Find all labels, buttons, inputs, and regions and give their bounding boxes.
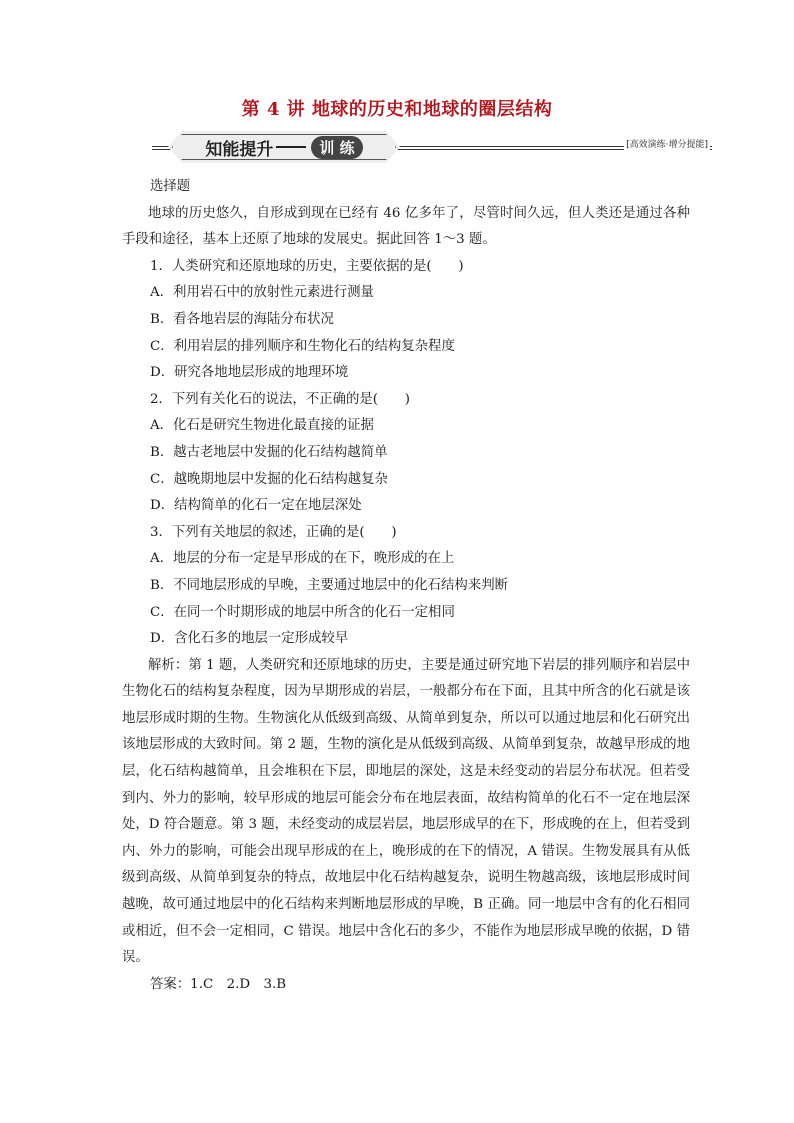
option-c: C．在同一个时期形成的地层中所含的化石一定相同 (150, 604, 455, 620)
intro-paragraph: 地球的历史悠久，自形成到现在已经有 46 亿多年了，尽管时间久远，但人类还是通过各种手段和途径，基本上还原了地球的发展史。据此回答 1～3 题。 (122, 205, 690, 248)
question-2 (122, 387, 690, 520)
option-c: C．利用岩层的排列顺序和生物化石的结构复杂程度 (150, 338, 455, 354)
banner-tagline: [高效演练·增分提能] (624, 137, 710, 150)
question-1 (122, 254, 690, 387)
question-stem: 1．人类研究和还原地球的历史，主要依据的是( ) (150, 258, 464, 274)
question-stem: 2．下列有关化石的说法，不正确的是( ) (150, 391, 410, 407)
option-b: B．越古老地层中发掘的化石结构越简单 (150, 444, 388, 460)
document-body (122, 174, 690, 998)
question-stem: 3．下列有关地层的叙述，正确的是( ) (150, 524, 397, 540)
banner-main-label: 知能提升 (205, 139, 274, 160)
option-b: B．看各地岩层的海陆分布状况 (150, 311, 334, 327)
section-banner-text (176, 134, 392, 160)
option-d: D．研究各地地层形成的地理环境 (150, 365, 349, 381)
analysis-paragraph: 解析：第 1 题，人类研究和还原地球的历史，主要是通过研究地下岩层的排列顺序和岩层中生物化石的结构复杂程度，因为早期形成的岩层，一般都分布在下面，且其中所含的化石就是该地层形成时期的生物。生物演化从低级到高级、从简单到复杂，所以可以通过地层和化石研究出该地层形成的大致时间。第 2 题，生物的演化是从低级到高级、从简单到复杂，故越早形成的地层，化石结构越简单，且会堆积在下层，即地层的深处，这是未经变动的岩层分布状况。但若受到内、外力的影响，较早形成的地层可能会分布在地层表面，故结构简单的化石不一定在地层深处，D 符合题意。第 3 题，未经变动的成层岩层，地层形成早的在下，形成晚的在上，但若受到内、外力的影响，可能会出现早形成的在上，晚形成的在下的情况，A 错误。生物发展具有从低级到高级、从简单到复杂的特点，故地层中化石结构越复杂，说明生物越高级，该地层形成时间越晚，故可通过地层中的化石结构来判断地层形成的早晚，B 正确。同一地层中含有的化石相同或相近，但不会一定相同，C 错误。地层中含化石的多少，不能作为地层形成早晚的依据，D 错误。 (122, 657, 690, 966)
question-3 (122, 520, 690, 653)
option-d: D．含化石多的地层一定形成较早 (150, 631, 349, 647)
option-a: A．利用岩石中的放射性元素进行测量 (150, 285, 374, 301)
banner-dash (276, 146, 306, 148)
banner-badge: 训 练 (311, 136, 362, 159)
option-a: A．地层的分布一定是早形成的在下，晚形成的在上 (150, 551, 455, 567)
option-b: B．不同地层形成的早晚，主要通过地层中的化石结构来判断 (150, 577, 508, 593)
option-a: A．化石是研究生物进化最直接的证据 (150, 418, 374, 434)
option-d: D．结构简单的化石一定在地层深处 (150, 498, 362, 514)
option-c: C．越晚期地层中发掘的化石结构越复杂 (150, 471, 388, 487)
answer-line: 答案：1.C 2.D 3.B (150, 976, 287, 992)
section-heading: 选择题 (150, 179, 191, 194)
page-title: 第 4 讲 地球的历史和地球的圈层结构 (241, 99, 553, 120)
